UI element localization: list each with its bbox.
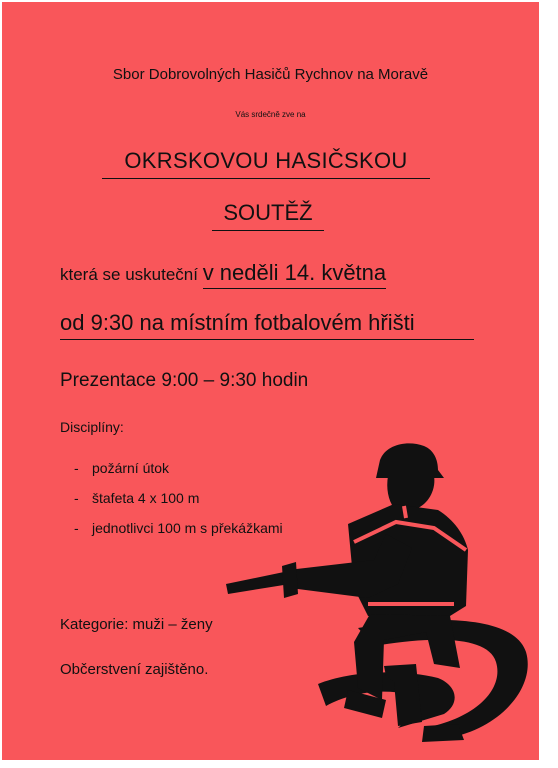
event-poster (2, 2, 539, 760)
organizer-name: Sbor Dobrovolných Hasičů Rychnov na Moravě (112, 66, 429, 83)
discipline-label: jednotlivci 100 m s překážkami (92, 520, 283, 536)
refreshments-text: Občerstvení zajištěno. (60, 661, 209, 678)
list-item: - požární útok (74, 460, 170, 476)
discipline-label: požární útok (92, 460, 170, 476)
discipline-label: štafeta 4 x 100 m (92, 490, 200, 506)
date-prefix: která se uskuteční (60, 265, 203, 284)
disciplines-heading: Disciplíny: (60, 419, 124, 435)
list-item: - štafeta 4 x 100 m (74, 490, 200, 506)
firefighter-silhouette-icon (198, 438, 538, 760)
categories-text: Kategorie: muži – ženy (60, 616, 213, 633)
registration-time: Prezentace 9:00 – 9:30 hodin (60, 370, 309, 391)
poster-title-line-2: SOUTĚŽ (212, 200, 324, 231)
list-item: - jednotlivci 100 m s překážkami (74, 520, 283, 536)
event-date-line (60, 260, 386, 289)
invitation-text: Vás srdečně zve na (235, 110, 306, 119)
event-place: od 9:30 na místním fotbalovém hřišti (60, 310, 474, 340)
poster-title-line-1: OKRSKOVOU HASIČSKOU (102, 148, 430, 179)
event-date: v neděli 14. května (203, 260, 386, 289)
